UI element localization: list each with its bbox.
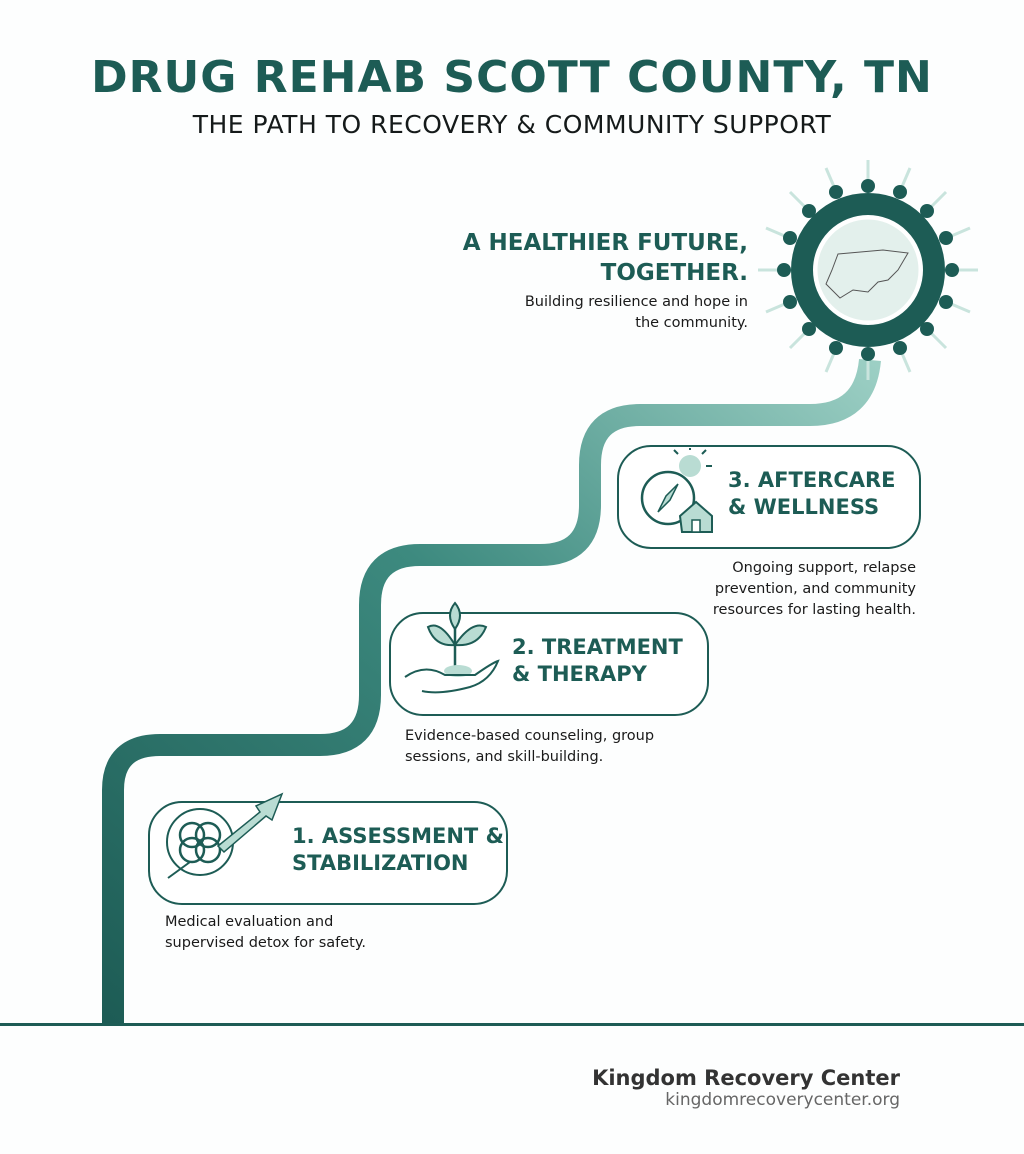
step-title-line: 1. ASSESSMENT &: [292, 824, 504, 848]
goal-title: [463, 228, 748, 288]
step-desc-line: resources for lasting health.: [712, 602, 916, 618]
page-title: DRUG REHAB SCOTT COUNTY, TN: [91, 52, 933, 103]
step-desc-line: supervised detox for safety.: [165, 935, 366, 951]
organization-url[interactable]: kingdomrecoverycenter.org: [665, 1090, 900, 1110]
goal-desc-line: the community.: [635, 315, 748, 331]
step-title: [728, 467, 896, 521]
step-description: [713, 558, 916, 621]
community-circle-icon: [758, 160, 978, 380]
step-desc-line: prevention, and community: [714, 581, 916, 597]
knot-arrow-icon: [160, 790, 290, 890]
step-title-line: & THERAPY: [512, 662, 647, 686]
step-title: [512, 634, 683, 688]
step-description: [165, 912, 366, 954]
goal-desc-line: Building resilience and hope in: [524, 294, 748, 310]
organization-name: Kingdom Recovery Center: [592, 1066, 900, 1090]
goal-title-line: TOGETHER.: [600, 260, 748, 286]
page-subtitle: THE PATH TO RECOVERY & COMMUNITY SUPPORT: [192, 110, 832, 139]
step-title: [292, 823, 504, 877]
step-title-line: & WELLNESS: [728, 495, 880, 519]
step-desc-line: Ongoing support, relapse: [732, 560, 916, 576]
step-desc-line: Evidence-based counseling, group: [405, 728, 655, 744]
footer-divider: [0, 1023, 1024, 1026]
step-desc-line: sessions, and skill-building.: [405, 749, 604, 765]
plant-hand-icon: [400, 595, 505, 705]
step-desc-line: Medical evaluation and: [165, 914, 334, 930]
goal-title-line: A HEALTHIER FUTURE,: [462, 230, 748, 256]
step-title-line: 2. TREATMENT: [512, 635, 683, 659]
goal-description: [448, 292, 748, 334]
step-title-line: STABILIZATION: [292, 851, 469, 875]
step-description: [405, 726, 654, 768]
compass-home-sun-icon: [630, 448, 720, 538]
step-title-line: 3. AFTERCARE: [728, 468, 896, 492]
